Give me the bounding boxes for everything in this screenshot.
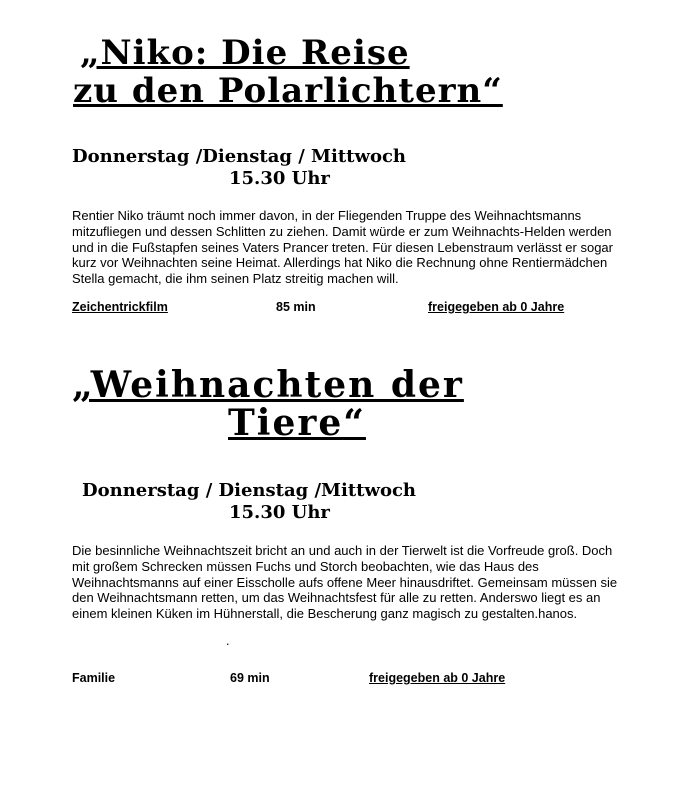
movie1-title-line1: „Niko: Die Reise <box>80 33 410 73</box>
movie2-days: Donnerstag / Dienstag /Mittwoch <box>82 480 416 501</box>
movie2-rating: freigegeben ab 0 Jahre <box>369 671 506 685</box>
movie1-time: 15.30 Uhr <box>229 168 330 189</box>
movie2-time: 15.30 Uhr <box>229 502 330 523</box>
movie2-genre: Familie <box>72 671 116 685</box>
movie2-duration: 69 min <box>230 671 270 685</box>
movie1-title-line2: zu den Polarlichtern“ <box>73 71 503 111</box>
movie2-stray-mark: . <box>226 634 230 648</box>
movie1-rating: freigegeben ab 0 Jahre <box>428 300 565 314</box>
movie1-description: Rentier Niko träumt noch immer davon, in der Fliegenden Truppe des Weihnachtsmanns mitzufliegen und dessen Schlitten zu ziehen. Damit würde er zum Weihnachts-Helden werden und in die Fußstapfen seines Vaters Prancer treten. Für diesen Lebenstraum verlässt er sogar kurz vor Weihnachten seine Heimat. Allerdings hat Niko die Rechnung ohne Rentiermädchen Stella gemacht, die ihm seinen Platz streitig machen will. <box>72 208 613 287</box>
movie1-genre: Zeichentrickfilm <box>72 300 168 314</box>
movie2-description: Die besinnliche Weihnachtszeit bricht an und auch in der Tierwelt ist die Vorfreude groß. Doch mit großem Schrecken müssen Fuchs und Storch beobachten, wie das Haus des Weihnachtsmanns auf einer Eisscholle aufs offene Meer hinausdriftet. Gemeinsam müssen sie den Weihnachtsmann retten, um das Weihnachtsfest für alle zu retten. Anderswo liegt es an einem kleinen Küken im Hühnerstall, die Bescherung ganz magisch zu gestalten.hanos. <box>72 543 618 622</box>
movie2-title-line1: „Weihnachten der <box>72 364 464 406</box>
movie1-duration: 85 min <box>276 300 316 314</box>
movie2-title-line2: Tiere“ <box>228 402 366 444</box>
movie1-days: Donnerstag /Dienstag / Mittwoch <box>72 146 406 167</box>
